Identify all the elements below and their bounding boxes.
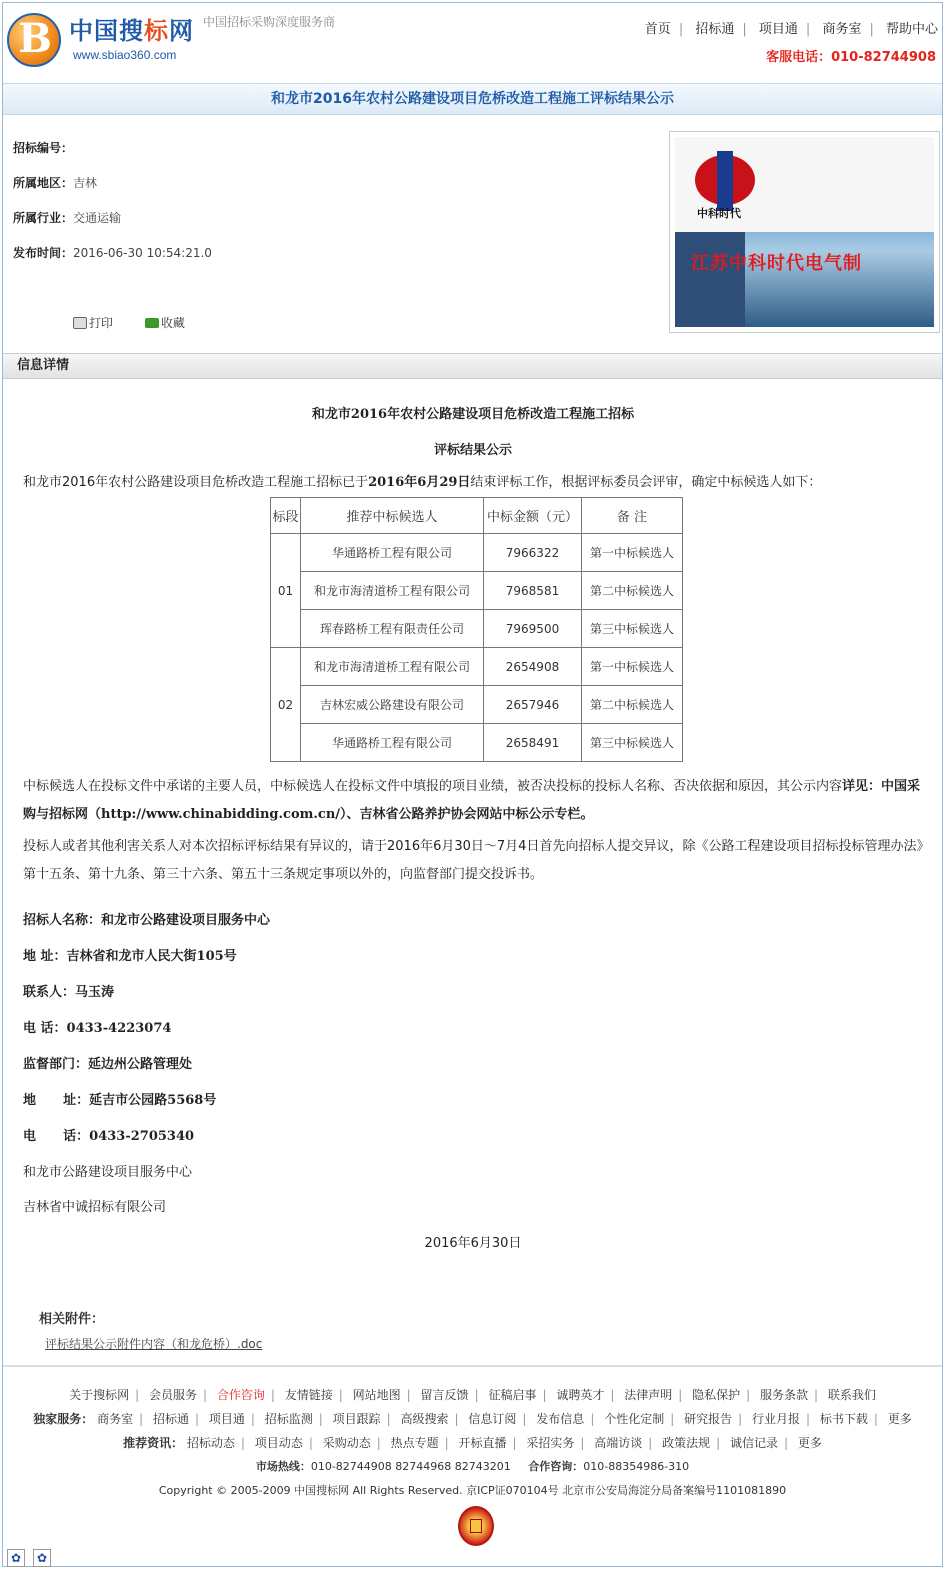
site-name-part2: 网 [169, 17, 194, 45]
footer-links: 关于搜标网 | 会员服务 | 合作咨询 | 友情链接 | 网站地图 | 留言反馈 | 征稿启事 | 诚聘英才 | 法律声明 | 隐私保护 | 服务条款 | 联系我们 [69, 1388, 876, 1402]
top-nav: 首页 | 招标通 | 项目通 | 商务室 | 帮助中心 [644, 22, 938, 37]
footer-exclusive: 独家服务： 商务室 | 招标通 | 项目通 | 招标监测 | 项目跟踪 | 高级搜索 | 信息订阅 | 发布信息 | 个性化定制 | 研究报告 | 行业月报 | 标书下载 | 更多 [33, 1412, 912, 1426]
site-slogan: 中国招标采购深度服务商 [203, 15, 336, 29]
stats-icons [7, 1549, 59, 1567]
footer-link[interactable]: 热点专题 [390, 1436, 439, 1450]
contact-supervisor: 监督部门：延边州公路管理处 [23, 1057, 193, 1072]
footer-link[interactable]: 网站地图 [352, 1388, 401, 1402]
footer-link[interactable]: 采招实务 [526, 1436, 575, 1450]
nav-zhaobiaotong[interactable]: 招标通 [695, 22, 735, 37]
table-row: 和龙市海清道桥工程有限公司 7968581 第二中标候选人 [271, 572, 683, 610]
contact-address: 地 址：吉林省和龙市人民大街105号 [23, 949, 237, 964]
attachment-link[interactable]: 评标结果公示附件内容（和龙危桥）.doc [45, 1337, 263, 1351]
contact-supervisor-phone: 电 话：0433-2705340 [23, 1129, 195, 1144]
service-hotline: 客服电话：010-82744908 [766, 50, 936, 65]
footer-link[interactable]: 项目通 [208, 1412, 245, 1426]
footer-link[interactable]: 服务条款 [760, 1388, 809, 1402]
favorite-icon [145, 318, 159, 328]
contact-supervisor-address: 地 址：延吉市公园路5568号 [23, 1093, 217, 1108]
nav-xiangmutong[interactable]: 项目通 [758, 22, 798, 37]
footer-link[interactable]: 留言反馈 [420, 1388, 469, 1402]
footer-link[interactable]: 项目动态 [254, 1436, 303, 1450]
footer-link[interactable]: 标书下载 [819, 1412, 868, 1426]
article-para-1: 中标候选人在投标文件中承诺的主要人员，中标候选人在投标文件中填报的项目业绩，被否决投标的投标人名称、否决依据和原因，其公示内容详见：中国采购与招标网（http://www.chinabidding.com.cn/）、吉林省公路养护协会网站中标公示专栏。 [23, 779, 921, 822]
sign-date: 2016年6月30日 [424, 1236, 522, 1251]
footer-hotlines: 市场热线：010-82744908 82744968 82743201 合作咨询：010-88354986-310 [255, 1460, 690, 1473]
footer-link[interactable]: 征稿启事 [488, 1388, 537, 1402]
paw-icon[interactable]: ✿ [33, 1549, 51, 1567]
footer-link[interactable]: 招标通 [152, 1412, 189, 1426]
ad-banner[interactable] [669, 131, 940, 333]
section-id: 01 [271, 534, 301, 648]
footer-link[interactable]: 发布信息 [536, 1412, 585, 1426]
article-subheading: 评标结果公示 [433, 443, 512, 458]
footer-link[interactable]: 采购动态 [322, 1436, 371, 1450]
site-url: www.sbiao360.com [73, 48, 177, 62]
footer-copyright: Copyright © 2005-2009 中国搜标网 All Rights Reserved. 京ICP证070104号 北京市公安局海淀分局备案编号1101081890 [158, 1484, 787, 1497]
footer-link[interactable]: 关于搜标网 [69, 1388, 130, 1402]
page-frame [2, 2, 943, 1567]
table-row: 吉林宏威公路建设有限公司 2657946 第二中标候选人 [271, 686, 683, 724]
article-intro: 和龙市2016年农村公路建设项目危桥改造工程施工招标已于2016年6月29日结束评标工作，根据评标委员会评审，确定中标候选人如下： [23, 475, 822, 490]
attachments-title: 相关附件： [39, 1312, 105, 1327]
paw-icon[interactable]: ✿ [7, 1549, 25, 1567]
footer-link[interactable]: 商务室 [97, 1412, 134, 1426]
notice-actions [73, 314, 213, 331]
footer-link[interactable]: 高端访谈 [594, 1436, 643, 1450]
site-name-highlight: 标 [144, 17, 169, 45]
footer-link[interactable]: 隐私保护 [692, 1388, 741, 1402]
meta-bid-no: 招标编号： [13, 141, 74, 155]
footer-link[interactable]: 政策法规 [662, 1436, 711, 1450]
contact-tenderer: 招标人名称：和龙市公路建设项目服务中心 [23, 913, 271, 928]
signer-1: 和龙市公路建设项目服务中心 [23, 1165, 193, 1180]
footer-link[interactable]: 招标动态 [186, 1436, 235, 1450]
ad-brand: 中科时代 [697, 207, 741, 220]
table-row: 华通路桥工程有限公司 2658491 第三中标候选人 [271, 724, 683, 762]
page-title: 和龙市2016年农村公路建设项目危桥改造工程施工评标结果公示 [3, 83, 942, 115]
footer-link[interactable]: 行业月报 [751, 1412, 800, 1426]
footer-link[interactable]: 诚聘英才 [556, 1388, 605, 1402]
footer-link[interactable]: 项目跟踪 [332, 1412, 381, 1426]
footer-link[interactable]: 研究报告 [684, 1412, 733, 1426]
footer-link[interactable]: 会员服务 [148, 1388, 197, 1402]
print-button[interactable]: 打印 [73, 316, 113, 330]
ad-text: 江苏中科时代电气制 [691, 253, 862, 274]
nav-business-room[interactable]: 商务室 [822, 22, 862, 37]
table-row: 珲春路桥工程有限责任公司 7969500 第三中标候选人 [271, 610, 683, 648]
footer-link[interactable]: 合作咨询 [216, 1388, 265, 1402]
footer-link[interactable]: 联系我们 [827, 1388, 876, 1402]
notice-meta [13, 139, 433, 279]
favorite-button[interactable]: 收藏 [145, 316, 185, 330]
signer-2: 吉林省中诚招标有限公司 [23, 1200, 167, 1215]
contact-person: 联系人：马玉涛 [23, 985, 115, 1000]
table-header: 标段 推荐中标候选人 中标金额（元） 备 注 [271, 498, 683, 534]
meta-date: 发布时间：2016-06-30 10:54:21.0 [13, 246, 212, 260]
footer-link[interactable]: 友情链接 [284, 1388, 333, 1402]
police-badge-icon[interactable] [458, 1506, 494, 1546]
nav-help[interactable]: 帮助中心 [885, 22, 938, 37]
section-id: 02 [271, 648, 301, 762]
table-row: 01 华通路桥工程有限公司 7966322 第一中标候选人 [271, 534, 683, 572]
footer-link[interactable]: 法律声明 [624, 1388, 673, 1402]
logo-icon[interactable] [7, 13, 61, 67]
article-para-2: 投标人或者其他利害关系人对本次招标评标结果有异议的，请于2016年6月30日～7月4日首先向招标人提交异议，除《公路工程建设项目招标投标管理办法》第十五条、第十九条、第三十六条、第五十三条规定事项以外的，向监督部门提交投诉书。 [23, 839, 923, 882]
footer-link[interactable]: 开标直播 [458, 1436, 507, 1450]
contact-phone: 电 话：0433-4223074 [23, 1021, 172, 1036]
meta-industry: 所属行业：交通运输 [13, 211, 122, 225]
footer-link[interactable]: 信息订阅 [468, 1412, 517, 1426]
nav-home[interactable]: 首页 [644, 22, 671, 37]
article-heading: 和龙市2016年农村公路建设项目危桥改造工程施工招标 [311, 407, 635, 422]
section-title: 信息详情 [3, 353, 942, 379]
printer-icon [73, 317, 87, 329]
building-image [675, 232, 745, 327]
footer-link[interactable]: 更多 [887, 1412, 912, 1426]
site-header [3, 3, 942, 83]
table-row: 02 和龙市海清道桥工程有限公司 2654908 第一中标候选人 [271, 648, 683, 686]
logo-letter: B [18, 15, 52, 62]
footer-link[interactable]: 个性化定制 [604, 1412, 665, 1426]
footer-link[interactable]: 更多 [797, 1436, 822, 1450]
site-name[interactable] [69, 11, 194, 46]
footer-link[interactable]: 高级搜索 [400, 1412, 449, 1426]
meta-region: 所属地区：吉林 [13, 176, 98, 190]
footer-link[interactable]: 招标监测 [264, 1412, 313, 1426]
results-table [270, 497, 683, 762]
site-name-part1: 中国搜 [69, 17, 144, 45]
footer-link[interactable]: 诚信记录 [730, 1436, 779, 1450]
footer-recommend: 推荐资讯： 招标动态 | 项目动态 | 采购动态 | 热点专题 | 开标直播 | 采招实务 | 高端访谈 | 政策法规 | 诚信记录 | 更多 [123, 1436, 822, 1450]
